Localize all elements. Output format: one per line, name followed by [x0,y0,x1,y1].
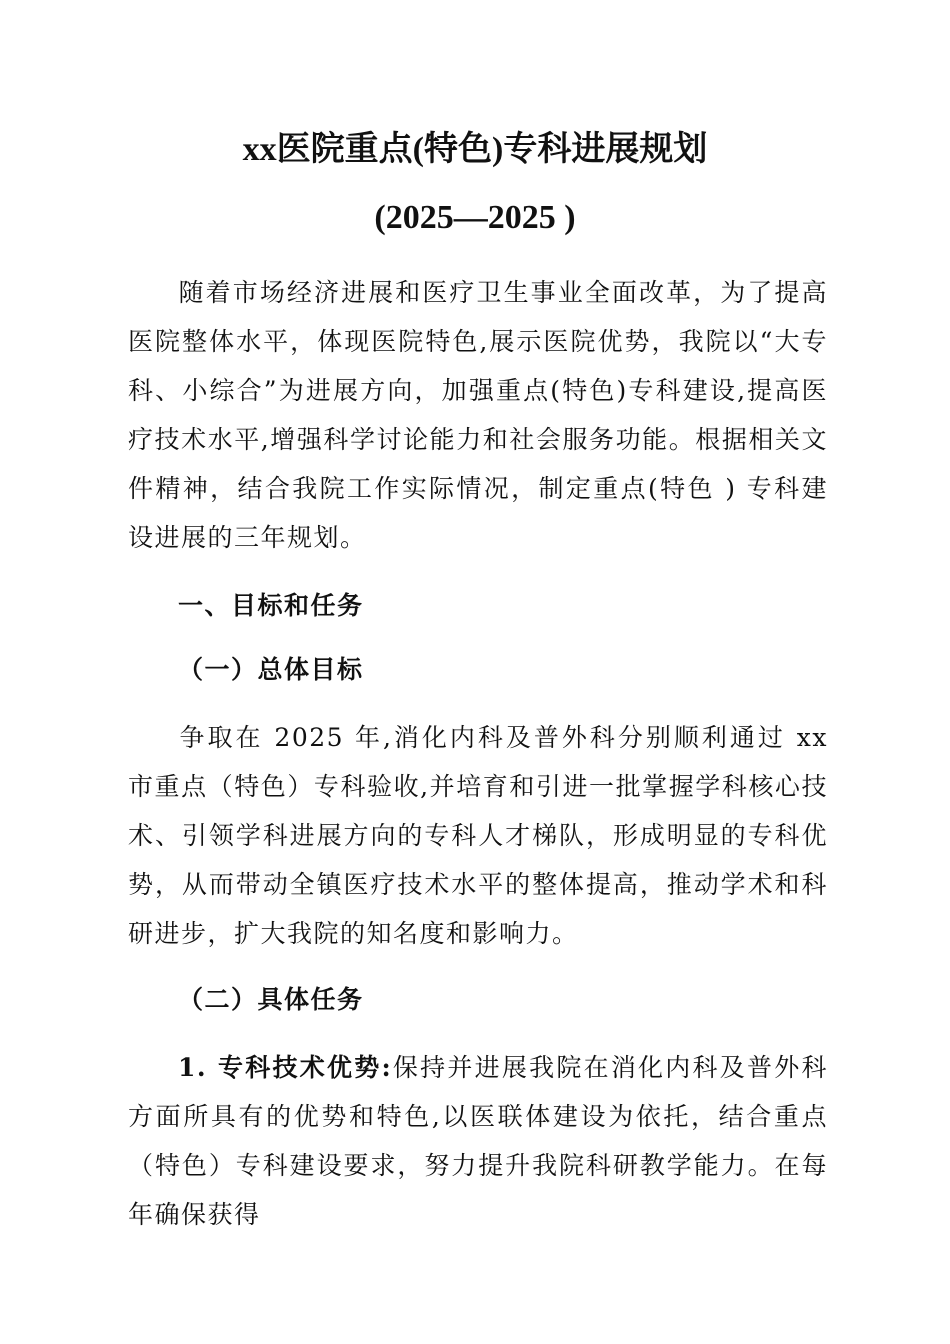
subsection-heading-overall-goal: （一）总体目标 [178,655,364,684]
intro-text: 随着市场经济进展和医疗卫生事业全面改革，为了提高医院整体水平，体现医院特色,展示医院优势，我院以“大专科、小综合”为进展方向，加强重点(特色)专科建设,提高医疗技术水平,增强科学讨论能力和社会服务功能。根据相关文件精神，结合我院工作实际情况，制定重点(特色 ) 专科建设进展的三年规划。 [128,278,828,552]
section-heading-goals-tasks: 一、目标和任务 [178,591,364,620]
task-paragraph [128,1043,828,1239]
goal-paragraph [128,713,828,958]
goal-text: 争取在 2025 年,消化内科及普外科分别顺利通过 xx 市重点（特色）专科验收,并培育和引进一批掌握学科核心技术、引领学科进展方向的专科人才梯队，形成明显的专科优势，从而带动全镇医疗技术水平的整体提高，推动学术和科研进步，扩大我院的知名度和影响力。 [128,723,828,948]
task1-label: 1. 专科技术优势: [178,1053,393,1082]
subsection-heading-specific-tasks: （二）具体任务 [178,985,364,1014]
document-title: xx医院重点(特色)专科进展规划 [242,131,708,168]
task1-text: 保持并进展我院在消化内科及普外科方面所具有的优势和特色,以医联体建设为依托，结合重点（特色）专科建设要求，努力提升我院科研教学能力。在每年确保获得 [128,1053,828,1229]
intro-paragraph [128,268,828,562]
document-subtitle-years: (2025—2025 ) [374,199,576,236]
